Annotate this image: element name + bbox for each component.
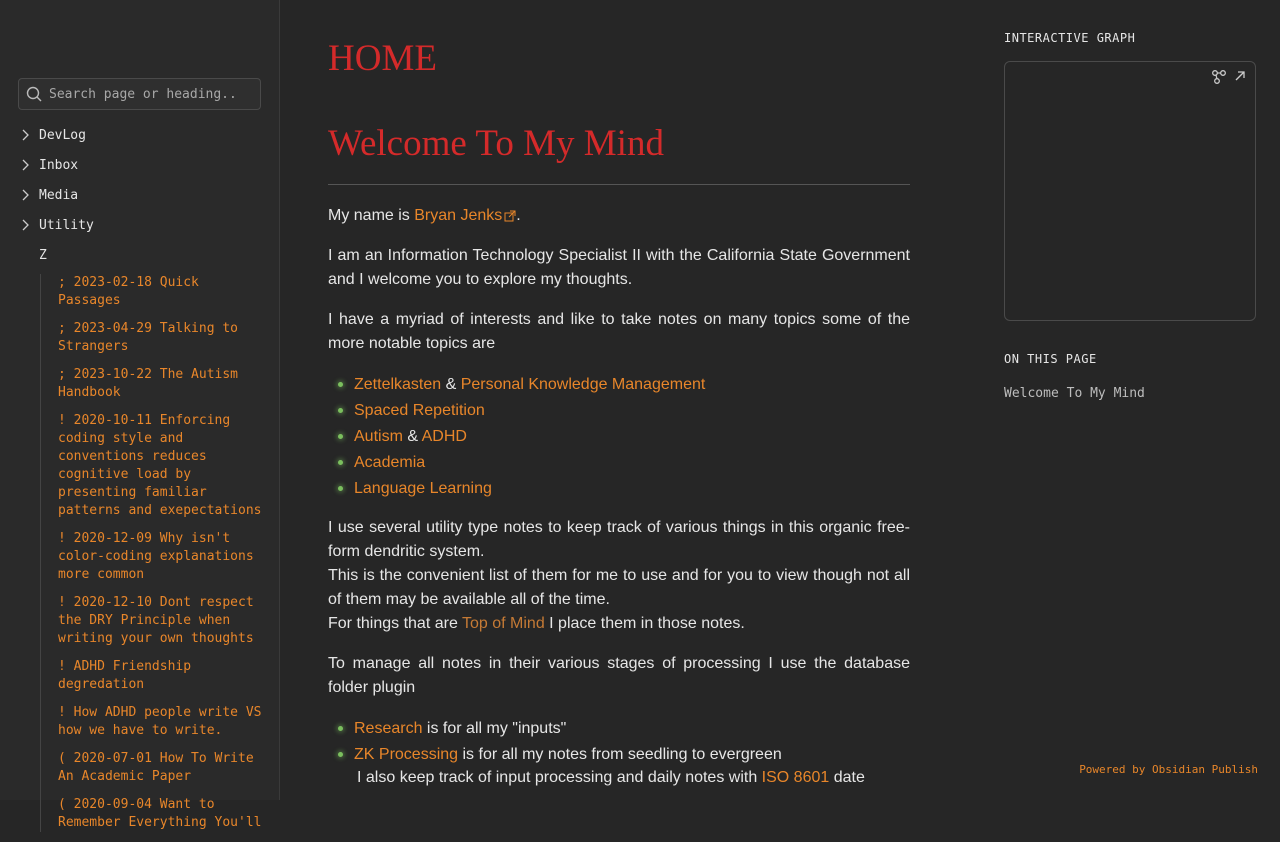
list-item — [328, 398, 910, 424]
interactive-graph[interactable] — [1004, 61, 1256, 321]
utility-paragraph-1: I use several utility type notes to keep track of various things in this organic free-form dendritic system. — [328, 519, 910, 560]
intro-paragraph: My name is Bryan Jenks . — [328, 207, 521, 224]
folder-z-contents — [40, 274, 268, 832]
note-link[interactable]: ; 2023-10-22 The Autism Handbook — [58, 367, 239, 400]
folder-utility[interactable] — [18, 210, 268, 240]
note-link[interactable]: ; 2023-02-18 Quick Passages — [58, 275, 199, 308]
zk-processing-link[interactable]: ZK Processing — [354, 746, 459, 763]
folder-devlog[interactable] — [18, 120, 268, 150]
page-title: HOME — [328, 38, 437, 79]
chevron-right-icon — [18, 189, 32, 201]
folder-inbox[interactable] — [18, 150, 268, 180]
interests-paragraph: I have a myriad of interests and like to take notes on many topics some of the more notable topics are — [328, 311, 910, 352]
topics-list — [328, 372, 910, 502]
list-item — [328, 450, 910, 476]
folder-label: DevLog — [39, 127, 86, 143]
note-link[interactable]: ! 2020-12-09 Why isn't color-coding explanations more common — [58, 531, 254, 582]
expand-icon[interactable] — [1233, 69, 1247, 83]
language-learning-link[interactable]: Language Learning — [354, 480, 492, 497]
folder-label: Utility — [39, 217, 94, 233]
chevron-right-icon — [18, 129, 32, 141]
folder-label: Inbox — [39, 157, 79, 173]
adhd-link[interactable]: ADHD — [421, 428, 467, 445]
folder-media[interactable] — [18, 180, 268, 210]
divider — [328, 184, 910, 185]
toc-item-welcome[interactable]: Welcome To My Mind — [1004, 386, 1145, 401]
note-link[interactable]: ( 2020-07-01 How To Write An Academic Paper — [58, 751, 254, 784]
file-tree — [18, 120, 268, 842]
database-paragraph: To manage all notes in their various stages of processing I use the database folder plugin — [328, 655, 910, 696]
note-link[interactable]: ; 2023-04-29 Talking to Strangers — [58, 321, 239, 354]
stages-list — [328, 716, 910, 768]
utility-paragraph-2: This is the convenient list of them for me to use and for you to view though not all of them may be available all of the time. — [328, 567, 910, 608]
search-box[interactable] — [18, 78, 261, 110]
academia-link[interactable]: Academia — [354, 454, 426, 471]
list-item: Zettelkasten & Personal Knowledge Management — [328, 372, 910, 398]
search-icon — [26, 86, 42, 102]
heading-welcome: Welcome To My Mind — [328, 123, 664, 164]
research-link[interactable]: Research — [354, 720, 423, 737]
note-link[interactable]: ! 2020-10-11 Enforcing coding style and conventions reduces cognitive load by presenting familiar patterns and exepectations — [58, 413, 262, 518]
zettelkasten-link[interactable]: Zettelkasten — [354, 376, 442, 393]
sidebar — [0, 0, 280, 830]
graph-controls — [1211, 69, 1247, 85]
iso-8601-link[interactable]: ISO 8601 — [761, 769, 830, 786]
chevron-right-icon — [18, 219, 32, 231]
utility-paragraph-3: For things that are Top of Mind I place them in those notes. — [328, 615, 745, 632]
list-item: Autism & ADHD — [328, 424, 910, 450]
spaced-repetition-link[interactable]: Spaced Repetition — [354, 402, 485, 419]
note-link[interactable]: ! ADHD Friendship degredation — [58, 659, 192, 692]
folder-label: Z — [39, 247, 47, 263]
toc-label: ON THIS PAGE — [1004, 352, 1097, 366]
autism-link[interactable]: Autism — [354, 428, 403, 445]
graph-icon[interactable] — [1211, 69, 1227, 85]
job-paragraph: I am an Information Technology Specialist II with the California State Government and I welcome you to explore my thoughts. — [328, 247, 910, 288]
folder-z[interactable] — [18, 240, 268, 270]
pkm-link[interactable]: Personal Knowledge Management — [460, 376, 706, 393]
author-link[interactable]: Bryan Jenks — [414, 207, 516, 224]
note-link[interactable]: ! How ADHD people write VS how we have to write. — [58, 705, 262, 738]
article-body — [328, 204, 910, 790]
iso-paragraph: I also keep track of input processing and daily notes with ISO 8601 date — [357, 769, 865, 786]
search-input[interactable] — [49, 87, 239, 102]
external-link-icon — [504, 210, 516, 222]
top-of-mind-link[interactable]: Top of Mind — [462, 615, 545, 632]
list-item: Research is for all my "inputs" — [328, 716, 910, 742]
powered-by-link[interactable]: Powered by Obsidian Publish — [1079, 763, 1258, 776]
note-link[interactable]: ! 2020-12-10 Dont respect the DRY Principle when writing your own thoughts — [58, 595, 254, 646]
list-item: ZK Processing is for all my notes from seedling to evergreen — [328, 742, 910, 768]
chevron-right-icon — [18, 159, 32, 171]
folder-label: Media — [39, 187, 79, 203]
graph-label: INTERACTIVE GRAPH — [1004, 31, 1136, 45]
list-item — [328, 476, 910, 502]
note-link[interactable]: ( 2020-09-04 Want to Remember Everything You'll — [58, 797, 262, 830]
